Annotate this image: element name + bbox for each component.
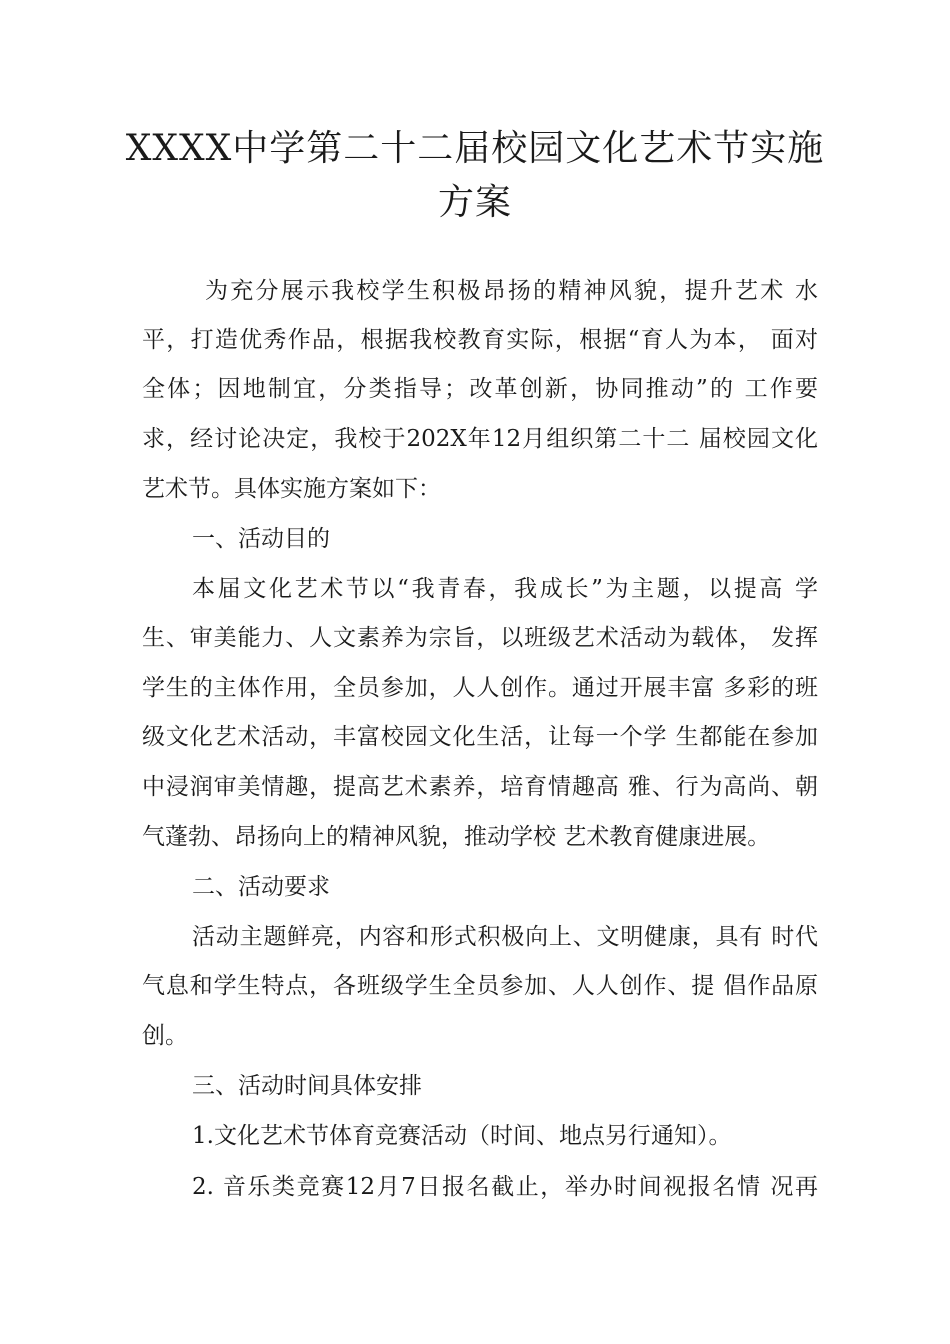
section-heading: 三、活动时间具体安排	[192, 1073, 422, 1099]
paragraph-line: 为充分展示我校学生积极昂扬的精神风貌，提升艺术 水	[205, 278, 818, 304]
list-item: 2. 音乐类竞赛12月7日报名截止，举办时间视报名情 况再	[192, 1174, 818, 1200]
paragraph-line: 活动主题鲜亮，内容和形式积极向上、文明健康，具有 时代	[192, 924, 818, 950]
paragraph-line: 气息和学生特点，各班级学生全员参加、人人创作、提 倡作品原	[142, 973, 818, 999]
paragraph-line: 中浸润审美情趣，提高艺术素养，培育情趣高 雅、行为高尚、朝	[142, 774, 818, 800]
paragraph-line: 艺术节。具体实施方案如下：	[142, 476, 441, 502]
paragraph-line: 求，经讨论决定，我校于202X年12月组织第二十二 届校园文化	[142, 426, 818, 452]
paragraph-line: 生、审美能力、人文素养为宗旨，以班级艺术活动为载体， 发挥	[142, 625, 818, 651]
paragraph-line: 本届文化艺术节以“我青春，我成长”为主题，以提高 学	[192, 576, 818, 602]
document-title-line-1: XXXX中学第二十二届校园文化艺术节实施	[125, 128, 825, 169]
document-title-line-2: 方案	[437, 182, 512, 223]
paragraph-line: 创。	[142, 1023, 188, 1049]
paragraph-line: 气蓬勃、昂扬向上的精神风貌，推动学校 艺术教育健康进展。	[142, 824, 771, 850]
paragraph-line: 平，打造优秀作品，根据我校教育实际，根据“育人为本， 面对	[142, 327, 818, 353]
section-heading: 一、活动目的	[192, 526, 330, 552]
paragraph-line: 全体；因地制宜，分类指导；改革创新，协同推动”的 工作要	[142, 376, 818, 402]
list-item: 1.文化艺术节体育竞赛活动（时间、地点另行通知）。	[192, 1123, 732, 1149]
paragraph-line: 级文化艺术活动，丰富校园文化生活，让每一个学 生都能在参加	[142, 724, 818, 750]
section-heading: 二、活动要求	[192, 874, 330, 900]
paragraph-line: 学生的主体作用，全员参加，人人创作。通过开展丰富 多彩的班	[142, 675, 818, 701]
